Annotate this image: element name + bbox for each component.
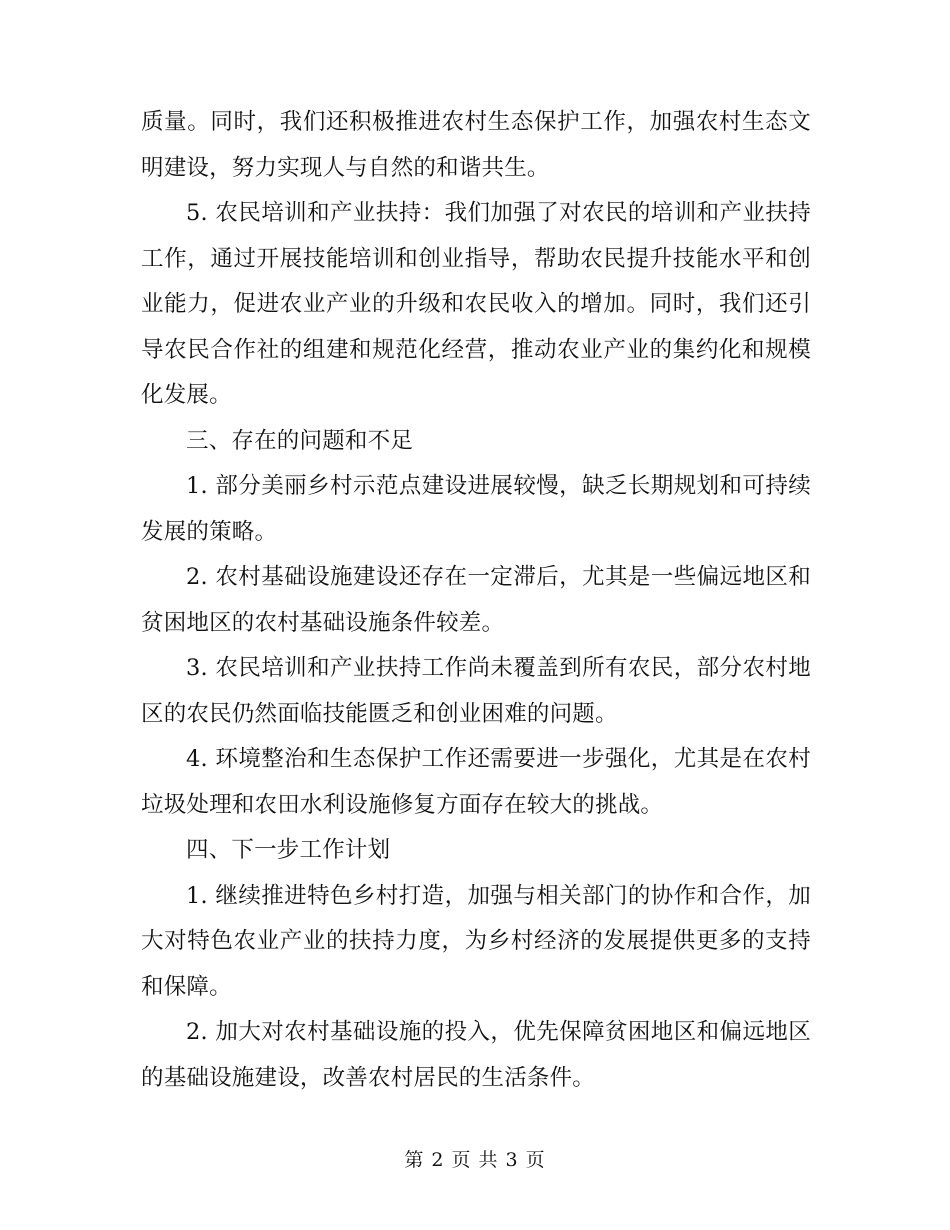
paragraph-farmer-training: 5. 农民培训和产业扶持：我们加强了对农民的培训和产业扶持工作，通过开展技能培训和创业指导，帮助农民提升技能水平和创业能力，促进农业产业的升级和农民收入的增加。同时，我们还引导农民合作社的组建和规范化经营，推动农业产业的集约化和规模化发展。 [141,200,811,408]
section-heading-problems: 三、存在的问题和不足 [186,427,414,454]
problem-item-2: 2. 农村基础设施建设还存在一定滞后，尤其是一些偏远地区和贫困地区的农村基础设施条件较差。 [141,564,811,636]
paragraph-ecology-continuation: 质量。同时，我们还积极推进农村生态保护工作，加强农村生态文明建设，努力实现人与自然的和谐共生。 [141,109,811,181]
problem-item-1: 1. 部分美丽乡村示范点建设进展较慢，缺乏长期规划和可持续发展的策略。 [141,473,811,545]
section-heading-next-steps: 四、下一步工作计划 [186,837,391,863]
plan-item-1: 1. 继续推进特色乡村打造，加强与相关部门的协作和合作，加大对特色农业产业的扶持力度，为乡村经济的发展提供更多的支持和保障。 [141,882,811,1000]
document-body [141,100,811,1101]
page-number-footer: 第 2 页 共 3 页 [404,1149,546,1171]
problem-item-3: 3. 农民培训和产业扶持工作尚未覆盖到所有农民，部分农村地区的农民仍然面临技能匮乏和创业困难的问题。 [141,655,811,727]
problem-item-4: 4. 环境整治和生态保护工作还需要进一步强化，尤其是在农村垃圾处理和农田水利设施修复方面存在较大的挑战。 [141,746,811,818]
plan-item-2: 2. 加大对农村基础设施的投入，优先保障贫困地区和偏远地区的基础设施建设，改善农村居民的生活条件。 [141,1019,811,1091]
